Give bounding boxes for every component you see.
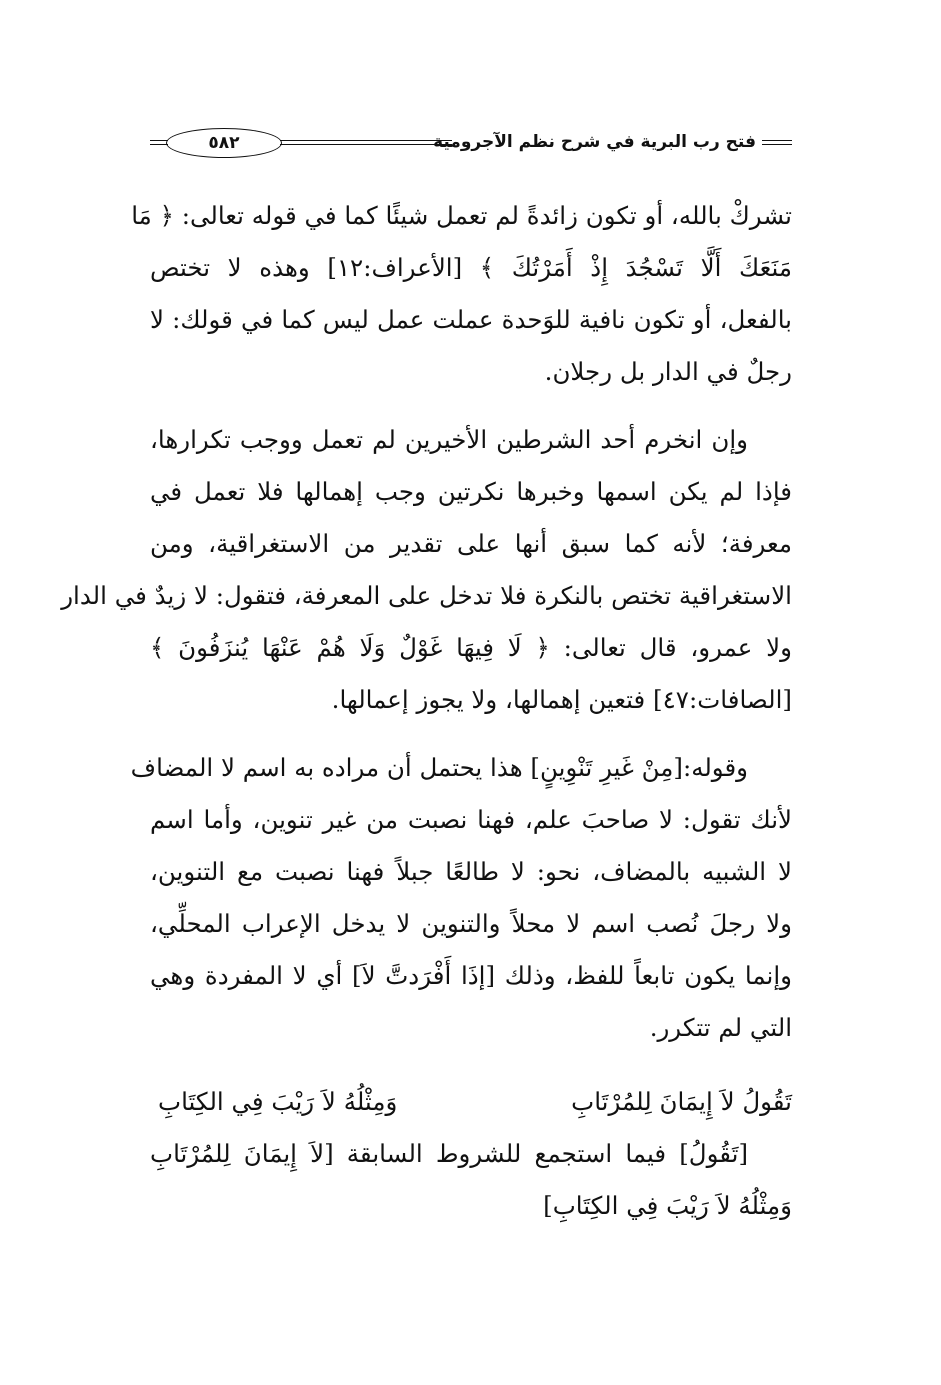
verse-first-half: تَقُولُ لاَ إِيمَانَ لِلمُرْتَابِ <box>571 1087 792 1116</box>
header-rule-right <box>762 140 792 145</box>
text-line: ولا عمرو، قال تعالى: ﴿ لَا فِيهَا غَوْلٌ وَلَا هُمْ عَنْهَا يُنزَفُونَ ﴾ <box>150 633 792 662</box>
text-line: رجلٌ في الدار بل رجلان. <box>544 357 792 386</box>
text-line: لا الشبيه بالمضاف، نحو: لا طالعًا جبلاً فهنا نصبت مع التنوين، <box>150 857 792 886</box>
header-rule-left <box>150 140 168 145</box>
text-line: تشركْ بالله، أو تكون زائدةً لم تعمل شيئًا كما في قوله تعالى: ﴿ مَا <box>131 201 792 230</box>
running-header <box>150 128 792 162</box>
text-line: وَمِثْلُهُ لاَ رَيْبَ فِي الكِتَابِ] <box>543 1191 792 1220</box>
text-line: مَنَعَكَ أَلَّا تَسْجُدَ إِذْ أَمَرْتُكَ ﴾ [الأعراف:١٢] وهذه لا تختص <box>150 253 792 282</box>
text-line: فإذا لم يكن اسمها وخبرها نكرتين وجب إهمالها فلا تعمل في <box>150 477 792 506</box>
paragraph <box>150 1128 792 1232</box>
verse-second-half: وَمِثْلُهُ لاَ رَيْبَ فِي الكِتَابِ <box>158 1087 398 1116</box>
poem-verse <box>150 1076 792 1128</box>
text-line: معرفة؛ لأنه كما سبق أنها على تقدير من الاستغراقية، ومن <box>150 529 792 558</box>
header-rule <box>280 140 452 145</box>
body-text <box>61 190 792 1232</box>
paragraph <box>131 190 792 398</box>
paragraph <box>61 414 792 726</box>
book-title: فتح رب البرية في شرح نظم الآجرومية <box>433 132 756 152</box>
text-line: لأنك تقول: لا صاحبَ علم، فهنا نصبت من غير تنوين، وأما اسم <box>150 805 792 834</box>
text-line: [تَقُولُ] فيما استجمع للشروط السابقة [لاَ إِيمَانَ لِلمُرْتَابِ <box>150 1139 748 1168</box>
text-line: بالفعل، أو تكون نافية للوَحدة عملت عمل ليس كما في قولك: لا <box>150 305 792 334</box>
text-line: الاستغراقية تختص بالنكرة فلا تدخل على المعرفة، فتقول: لا زيدٌ في الدار <box>61 581 792 610</box>
text-line: وإن انخرم أحد الشرطين الأخيرين لم تعمل ووجب تكرارها، <box>150 425 748 454</box>
paragraph <box>130 742 792 1054</box>
text-line: التي لم تتكرر. <box>649 1013 792 1042</box>
text-line: ولا رجلَ نُصب اسم لا محلاً والتنوين لا يدخل الإعراب المحلِّي، <box>150 909 792 938</box>
text-line: [الصافات:٤٧] فتعين إهمالها، ولا يجوز إعمالها. <box>331 685 792 714</box>
page-number: ٥٨٢ <box>166 128 282 158</box>
text-line: وقوله:[مِنْ غَيرِ تَنْوِينٍ] هذا يحتمل أن مراده به اسم لا المضاف <box>130 753 748 782</box>
text-line: وإنما يكون تابعاً للفظ، وذلك [إذَا أَفْرَدتَّ لاَ] أي لا المفردة وهي <box>150 961 792 990</box>
